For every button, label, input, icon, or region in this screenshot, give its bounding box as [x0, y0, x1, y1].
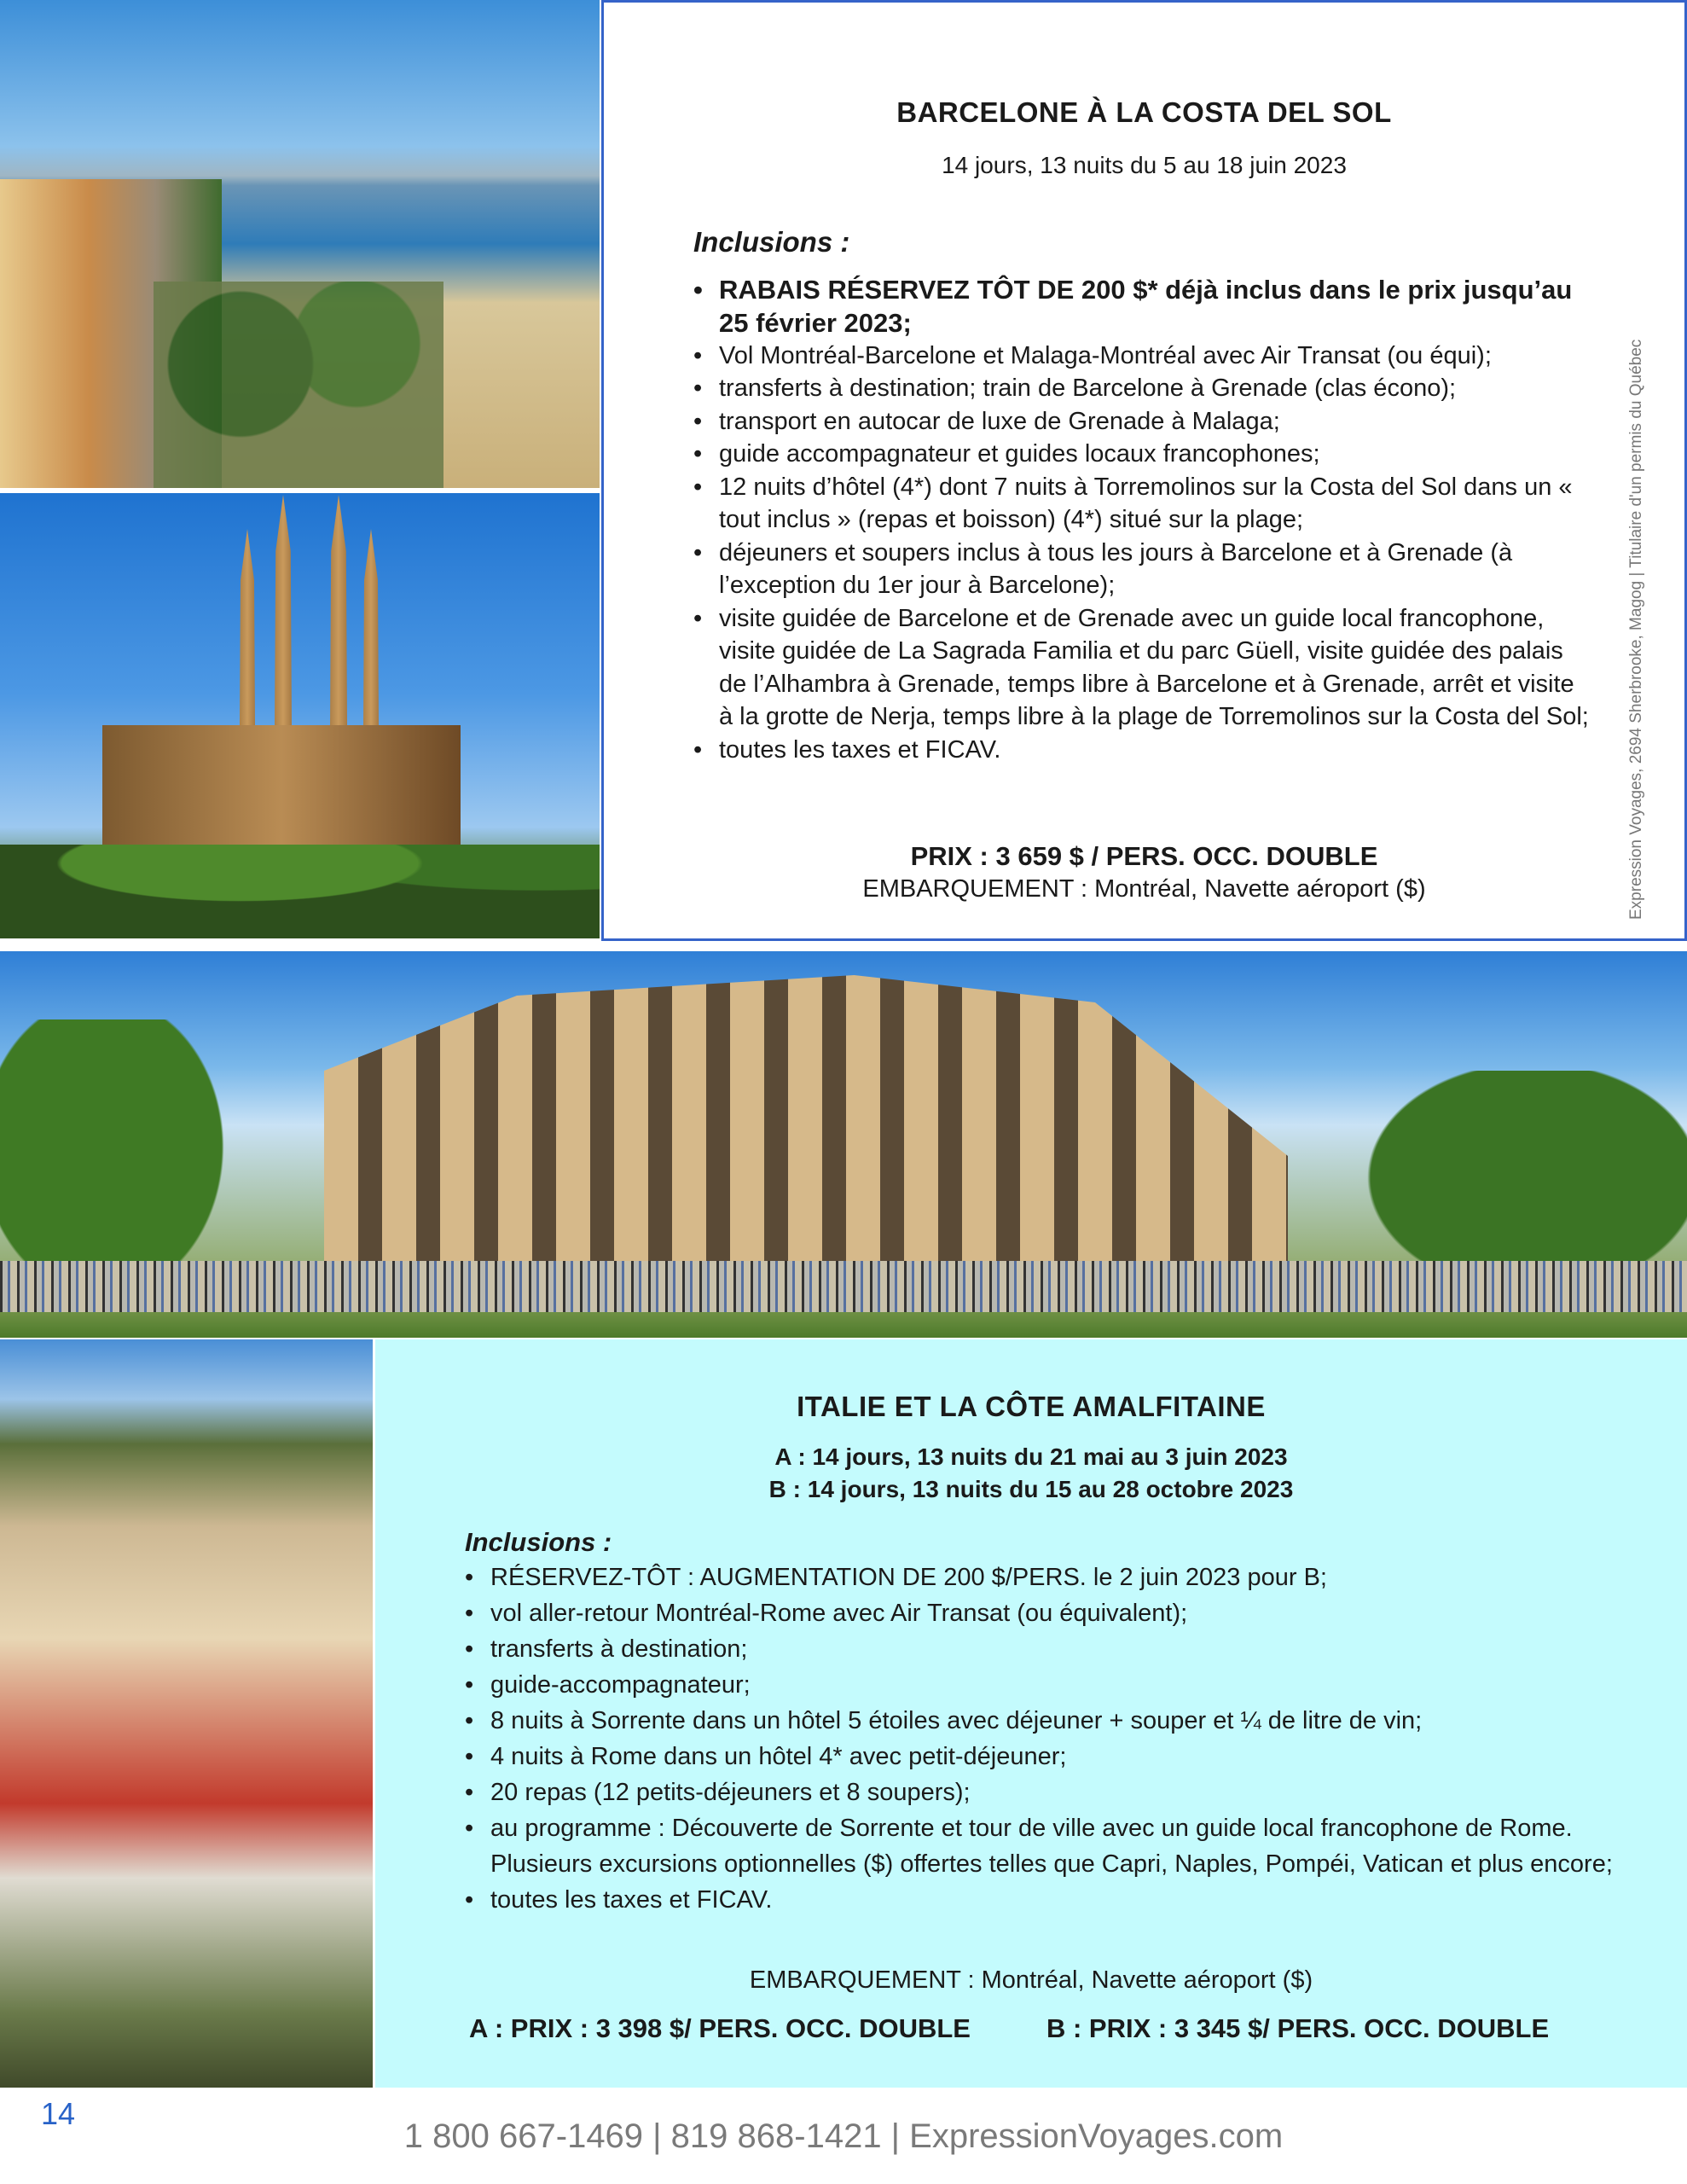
trip-title: ITALIE ET LA CÔTE AMALFITAINE	[797, 1391, 1266, 1422]
list-item: • RÉSERVEZ-TÔT : AUGMENTATION DE 200 $/PERS. le 2 juin 2023 pour B;	[465, 1560, 1659, 1595]
list-item: • visite guidée de Barcelone et de Grenade avec un guide local francophone, visite guidée de La Sagrada Familia et du parc Güell, visite guidée des palais de l’Alhambra à Grenade, temps libre à Barcelone et à Grenade, arrêt et visite à la grotte de Nerja, temps libre à la plage de Torremolinos sur la Costa del Sol;	[693, 602, 1589, 734]
list-item: • toutes les taxes et FICAV.	[465, 1882, 1659, 1918]
list-item: • déjeuners et soupers inclus à tous les jours à Barcelone et à Grenade (à l’exception du 1er jour à Barcelone);	[693, 537, 1589, 602]
list-item: • 12 nuits d’hôtel (4*) dont 7 nuits à Torremolinos sur la Costa del Sol dans un « tout inclus » (repas et boisson) (4*) situé sur la plage;	[693, 471, 1589, 537]
list-item: • 20 repas (12 petits-déjeuners et 8 soupers);	[465, 1774, 1659, 1810]
page-number: 14	[41, 2096, 76, 2131]
list-item: • au programme : Découverte de Sorrente et tour de ville avec un guide local francophone de Rome. Plusieurs excursions optionnelles ($) offertes telles que Capri, Naples, Pompéi, Vatican et plus encore;	[465, 1810, 1659, 1882]
list-item: • toutes les taxes et FICAV.	[693, 734, 1589, 767]
inclusions-list	[693, 273, 1589, 767]
price-a: A : PRIX : 3 398 $/ PERS. OCC. DOUBLE	[469, 2013, 971, 2043]
list-item: • 8 nuits à Sorrente dans un hôtel 5 étoiles avec déjeuner + souper et ¼ de litre de vin;	[465, 1703, 1659, 1739]
contact-footer: 1 800 667-1469 | 819 868-1421 | ExpressionVoyages.com	[403, 2117, 1284, 2155]
photo-colosseum	[0, 951, 1687, 1338]
inclusions-heading: Inclusions :	[693, 226, 850, 258]
list-item: • RABAIS RÉSERVEZ TÔT DE 200 $* déjà inclus dans le prix jusqu’au 25 février 2023;	[693, 273, 1589, 340]
inclusions-list	[465, 1560, 1659, 1918]
list-item: • transferts à destination; train de Barcelone à Grenade (clas écono);	[693, 372, 1589, 405]
trip-italy-panel	[375, 1339, 1687, 2088]
trip-title: BARCELONE À LA COSTA DEL SOL	[896, 96, 1392, 128]
list-item: • 4 nuits à Rome dans un hôtel 4* avec petit-déjeuner;	[465, 1739, 1659, 1774]
list-item: • guide-accompagnateur;	[465, 1667, 1659, 1703]
trip-dates: 14 jours, 13 nuits du 5 au 18 juin 2023	[942, 152, 1347, 178]
price-b: B : PRIX : 3 345 $/ PERS. OCC. DOUBLE	[1046, 2013, 1550, 2043]
trip-dates-a: A : 14 jours, 13 nuits du 21 mai au 3 juin 2023	[774, 1443, 1288, 1470]
list-item: • guide accompagnateur et guides locaux francophones;	[693, 438, 1589, 471]
list-item: • Vol Montréal-Barcelone et Malaga-Montréal avec Air Transat (ou équi);	[693, 340, 1589, 373]
trip-dates-b: B : 14 jours, 13 nuits du 15 au 28 octobre 2023	[768, 1476, 1294, 1502]
photo-sagrada-familia	[0, 493, 600, 938]
list-item: • vol aller-retour Montréal-Rome avec Air Transat (ou équivalent);	[465, 1595, 1659, 1631]
photo-malaga-beach	[0, 0, 600, 488]
list-item: • transferts à destination;	[465, 1631, 1659, 1667]
permit-text: Expression Voyages, 2694 Sherbrooke, Magog | Titulaire d'un permis du Québec	[1627, 339, 1645, 920]
embarkation-info: EMBARQUEMENT : Montréal, Navette aéroport ($)	[749, 1966, 1313, 1994]
trip-barcelona-panel	[601, 0, 1687, 941]
inclusions-heading: Inclusions :	[465, 1527, 612, 1557]
photo-positano	[0, 1339, 373, 2088]
list-item: • transport en autocar de luxe de Grenade à Malaga;	[693, 405, 1589, 439]
embarkation-info: EMBARQUEMENT : Montréal, Navette aéroport ($)	[862, 875, 1426, 903]
trip-price: PRIX : 3 659 $ / PERS. OCC. DOUBLE	[910, 841, 1378, 871]
